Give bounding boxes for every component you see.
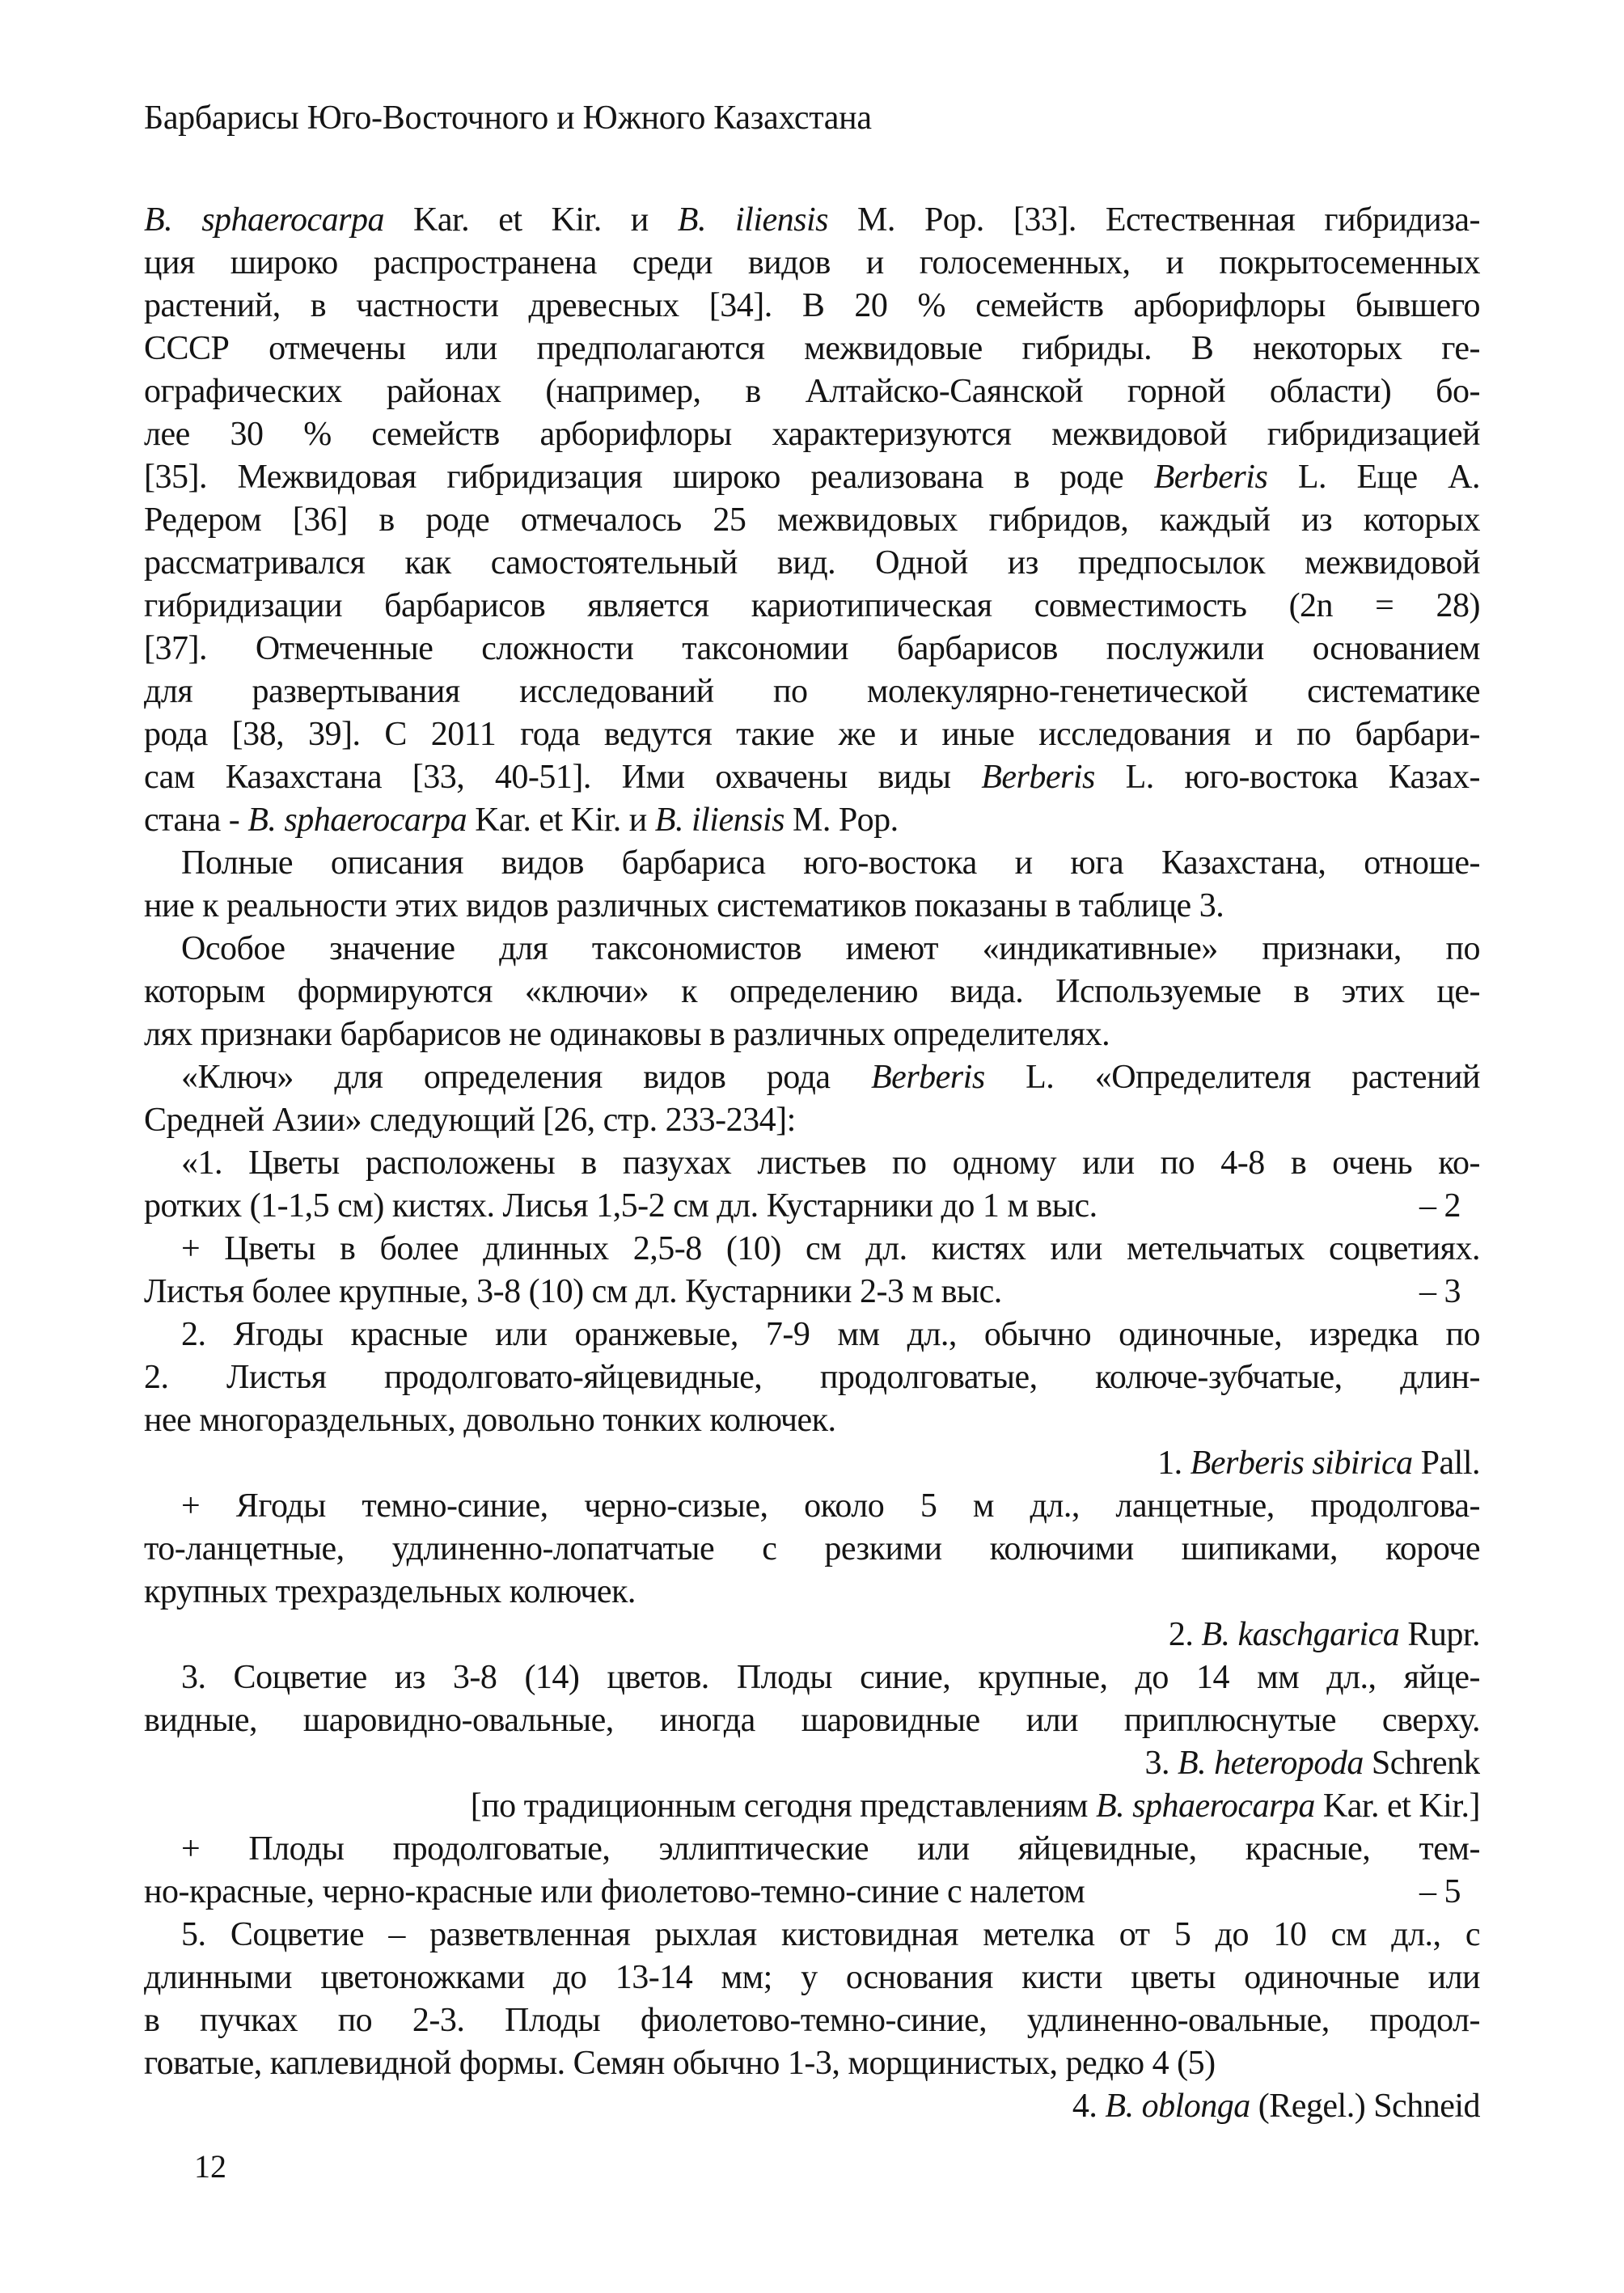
text-line xyxy=(144,585,1480,628)
text-line-content xyxy=(144,287,1480,324)
text-segment: Schrenk xyxy=(1363,1745,1480,1782)
key-step-number: – 2 xyxy=(1419,1187,1461,1225)
text-line xyxy=(144,671,1480,713)
key-step-number: – 3 xyxy=(1419,1273,1461,1310)
text-line-content xyxy=(144,244,1480,281)
text-line xyxy=(144,971,1480,1013)
text-line xyxy=(144,885,1480,928)
text-segment: Kar. et Kir. и xyxy=(383,201,678,239)
text-line xyxy=(144,756,1480,799)
text-segment: нее многораздельных, довольно тонких колючек. xyxy=(144,1402,836,1439)
key-step-number: – 5 xyxy=(1419,1873,1461,1910)
text-line-content xyxy=(144,501,1480,539)
text-line-content xyxy=(144,1102,796,1139)
text-line-content xyxy=(144,330,1480,367)
text-segment: лях признаки барбарисов не одинаковы в различных определителях. xyxy=(144,1016,1110,1053)
text-line-content xyxy=(144,1702,1480,1739)
text-line xyxy=(144,1785,1480,1828)
text-line-content xyxy=(181,1316,1480,1353)
text-line xyxy=(144,1656,1480,1699)
text-line-content xyxy=(144,416,1480,453)
text-line xyxy=(144,1571,1480,1614)
text-line xyxy=(144,1185,1480,1228)
text-line xyxy=(144,928,1480,971)
text-segment: + Плоды продолговатые, эллиптические или яйцевидные, красные, тем- xyxy=(181,1830,1480,1868)
page-number: 12 xyxy=(194,2148,226,2185)
text-segment: [по традиционным сегодня представлениям xyxy=(470,1787,1096,1825)
text-segment: «Ключ» для определения видов рода xyxy=(181,1059,872,1096)
text-segment: говатые, каплевидной формы. Семян обычно 1-3, морщинистых, редко 4 (5) xyxy=(144,2045,1216,2082)
text-segment: «1. Цветы расположены в пазухах листьев по одному или по 4-8 в очень ко- xyxy=(181,1144,1480,1182)
text-segment: 2. Ягоды красные или оранжевые, 7-9 мм дл., обычно одиночные, изредка по xyxy=(181,1316,1480,1353)
text-line xyxy=(144,242,1480,285)
text-line xyxy=(144,1099,1480,1142)
text-line xyxy=(144,199,1480,242)
text-segment: лее 30 % семейств арборифлоры характеризуются межвидовой гибридизацией xyxy=(144,416,1480,453)
text-line xyxy=(144,542,1480,585)
species-name-italic: B. sphaerocarpa xyxy=(144,201,384,239)
text-segment: длинными цветоножками до 13-14 мм; у основания кисти цветы одиночные или xyxy=(144,1959,1480,1996)
text-segment: 1. xyxy=(1157,1445,1191,1482)
text-line xyxy=(144,1528,1480,1571)
text-line-content xyxy=(144,1016,1110,1053)
text-line xyxy=(144,713,1480,756)
text-segment: для развертывания исследований по молекулярно-генетической систематике xyxy=(144,673,1480,710)
text-segment: Средней Азии» следующий [26, стр. 233-234]: xyxy=(144,1102,796,1139)
text-segment: Kar. et Kir.] xyxy=(1314,1787,1480,1825)
text-segment: M. Pop. [33]. Естественная гибридиза- xyxy=(828,201,1480,239)
text-segment: СССР отмечены или предполагаются межвидовые гибриды. В некоторых ге- xyxy=(144,330,1480,367)
text-segment: рода [38, 39]. С 2011 года ведутся такие же и иные исследования и по барбари- xyxy=(144,716,1480,753)
text-segment: Pall. xyxy=(1412,1445,1480,1482)
text-line xyxy=(144,285,1480,328)
text-segment: L. «Определителя растений xyxy=(984,1059,1480,1096)
species-name-italic: B. sphaerocarpa xyxy=(1095,1787,1315,1825)
text-segment: + Цветы в более длинных 2,5-8 (10) см дл. кистях или метельчатых соцветиях. xyxy=(181,1230,1480,1267)
text-line-content xyxy=(181,930,1480,967)
text-line-content xyxy=(1072,2088,1480,2125)
species-name-italic: Berberis xyxy=(871,1059,985,1096)
text-line-content xyxy=(144,1530,1480,1567)
text-line xyxy=(144,1914,1480,1957)
text-segment: Листья более крупные, 3-8 (10) см дл. Кустарники 2-3 м выс. xyxy=(144,1273,1002,1310)
text-segment: растений, в частности древесных [34]. В 20 % семейств арборифлоры бывшего xyxy=(144,287,1480,324)
text-segment: 3. Соцветие из 3-8 (14) цветов. Плоды синие, крупные, до 14 мм дл., яйце- xyxy=(181,1659,1480,1696)
text-line-content xyxy=(144,587,1480,624)
text-line-content xyxy=(144,1871,1085,1914)
text-line xyxy=(144,1356,1480,1399)
text-segment: видные, шаровидно-овальные, иногда шаровидные или приплюснутые сверху. xyxy=(144,1702,1480,1739)
species-name-italic: Berberis sibirica xyxy=(1190,1445,1413,1482)
text-segment: [35]. Межвидовая гибридизация широко реализована в роде xyxy=(144,459,1154,496)
text-segment: ние к реальности этих видов различных систематиков показаны в таблице 3. xyxy=(144,887,1224,924)
text-line xyxy=(144,628,1480,671)
text-segment: 3. xyxy=(1144,1745,1178,1782)
text-line-content xyxy=(181,1144,1480,1182)
text-line xyxy=(144,1871,1480,1914)
text-segment: Rupr. xyxy=(1399,1616,1480,1653)
text-line-content xyxy=(181,1659,1480,1696)
text-line-content xyxy=(144,1959,1480,1996)
text-line xyxy=(144,1742,1480,1785)
text-line xyxy=(144,1314,1480,1356)
text-segment: 4. xyxy=(1072,2088,1106,2125)
text-segment: гибридизации барбарисов является кариотипическая совместимость (2n = 28) xyxy=(144,587,1480,624)
text-segment: Kar. et Kir. и xyxy=(467,802,655,839)
text-line-content xyxy=(1144,1745,1480,1782)
text-line-content xyxy=(144,802,899,839)
text-segment: Полные описания видов барбариса юго-востока и юга Казахстана, отноше- xyxy=(181,844,1480,882)
text-segment: которым формируются «ключи» к определению вида. Используемые в этих це- xyxy=(144,973,1480,1010)
text-line-content xyxy=(144,459,1480,496)
text-line-content xyxy=(181,1487,1480,1525)
text-segment: рассматривался как самостоятельный вид. Одной из предпосылок межвидовой xyxy=(144,544,1480,582)
text-line xyxy=(144,456,1480,499)
text-segment: то-ланцетные, удлиненно-лопатчатые с резкими колючими шипиками, короче xyxy=(144,1530,1480,1567)
text-line xyxy=(144,842,1480,885)
text-segment: ографических районах (например, в Алтайско-Саянской горной области) бо- xyxy=(144,373,1480,410)
species-name-italic: B. oblonga xyxy=(1105,2088,1250,2125)
text-line xyxy=(144,1013,1480,1056)
text-line xyxy=(144,799,1480,842)
text-segment: 5. Соцветие – разветвленная рыхлая кистовидная метелка от 5 до 10 см дл., с xyxy=(181,1916,1480,1953)
text-line-content xyxy=(181,1059,1480,1096)
text-segment: стана - xyxy=(144,802,248,839)
species-name-italic: B. iliensis xyxy=(677,201,829,239)
text-line xyxy=(144,1056,1480,1099)
text-line xyxy=(144,370,1480,413)
text-line-content xyxy=(144,201,1480,239)
species-name-italic: B. sphaerocarpa xyxy=(247,802,467,839)
text-line-content xyxy=(181,1230,1480,1267)
text-line xyxy=(144,1142,1480,1185)
text-segment: ротких (1-1,5 см) кистях. Лисья 1,5-2 см дл. Кустарники до 1 м выс. xyxy=(144,1187,1097,1225)
text-segment: L. Еще А. xyxy=(1267,459,1480,496)
species-name-italic: Berberis xyxy=(981,759,1095,796)
text-line-content xyxy=(144,630,1480,667)
text-line xyxy=(144,1442,1480,1485)
text-segment: 2. xyxy=(1168,1616,1202,1653)
text-line-content xyxy=(144,1573,636,1610)
text-line-content xyxy=(1169,1616,1480,1653)
text-line xyxy=(144,2042,1480,2085)
text-segment: ция широко распространена среди видов и голосеменных, и покрытосеменных xyxy=(144,244,1480,281)
text-line-content xyxy=(144,2045,1216,2082)
text-segment: Особое значение для таксономистов имеют «индикативные» признаки, по xyxy=(181,930,1480,967)
text-segment: [37]. Отмеченные сложности таксономии барбарисов послужили основанием xyxy=(144,630,1480,667)
text-line xyxy=(144,1957,1480,1999)
text-block xyxy=(144,199,1480,2128)
running-header: Барбарисы Юго-Восточного и Южного Казахстана xyxy=(144,99,872,137)
text-line xyxy=(144,1271,1480,1314)
text-line-content xyxy=(144,1359,1480,1396)
text-line xyxy=(144,1999,1480,2042)
text-line-content xyxy=(144,1271,1002,1314)
species-name-italic: B. kaschgarica xyxy=(1201,1616,1400,1653)
text-line-content xyxy=(144,2002,1480,2039)
text-line-content xyxy=(144,716,1480,753)
text-line xyxy=(144,328,1480,370)
text-line xyxy=(144,2085,1480,2128)
text-line xyxy=(144,499,1480,542)
text-line xyxy=(144,1399,1480,1442)
text-line-content xyxy=(1157,1445,1480,1482)
text-segment: крупных трехраздельных колючек. xyxy=(144,1573,636,1610)
species-name-italic: Berberis xyxy=(1153,459,1268,496)
text-segment: но-красные, черно-красные или фиолетово-темно-синие с налетом xyxy=(144,1873,1085,1910)
text-line xyxy=(144,1699,1480,1742)
text-line-content xyxy=(144,759,1480,796)
species-name-italic: B. iliensis xyxy=(654,802,785,839)
text-line-content xyxy=(181,1916,1480,1953)
text-segment: + Ягоды темно-синие, черно-сизые, около 5 м дл., ланцетные, продолгова- xyxy=(181,1487,1480,1525)
text-line xyxy=(144,413,1480,456)
text-segment: сам Казахстана [33, 40-51]. Ими охвачены виды xyxy=(144,759,982,796)
text-line-content xyxy=(144,1402,836,1439)
text-segment: L. юго-востока Казах- xyxy=(1094,759,1480,796)
text-segment: 2. Листья продолговато-яйцевидные, продолговатые, колюче-зубчатые, длин- xyxy=(144,1359,1480,1396)
text-line-content xyxy=(181,844,1480,882)
text-line xyxy=(144,1228,1480,1271)
text-segment: Редером [36] в роде отмечалось 25 межвидовых гибридов, каждый из которых xyxy=(144,501,1480,539)
text-line-content xyxy=(144,373,1480,410)
text-line-content xyxy=(144,544,1480,582)
text-line-content xyxy=(144,887,1224,924)
text-line-content xyxy=(144,673,1480,710)
text-line-content xyxy=(471,1787,1480,1825)
text-line xyxy=(144,1828,1480,1871)
species-name-italic: B. heteropoda xyxy=(1177,1745,1364,1782)
text-line-content xyxy=(144,1185,1097,1228)
text-segment: (Regel.) Schneid xyxy=(1250,2088,1480,2125)
text-line-content xyxy=(144,973,1480,1010)
text-segment: в пучках по 2-3. Плоды фиолетово-темно-синие, удлиненно-овальные, продол- xyxy=(144,2002,1480,2039)
text-line-content xyxy=(181,1830,1480,1868)
text-line xyxy=(144,1485,1480,1528)
text-segment: M. Pop. xyxy=(784,802,899,839)
text-line xyxy=(144,1614,1480,1656)
